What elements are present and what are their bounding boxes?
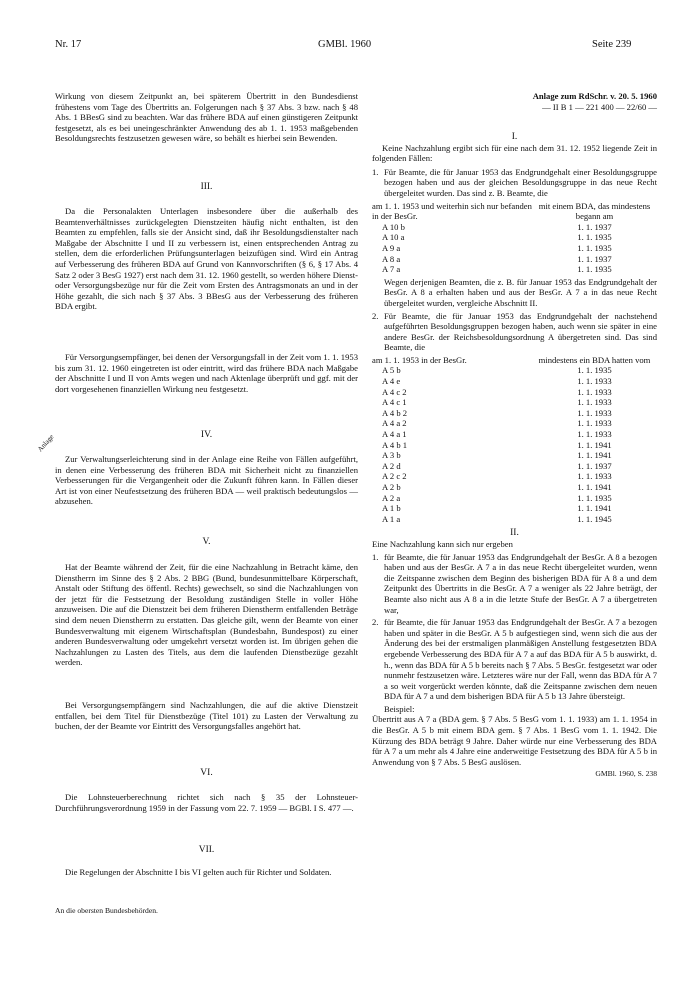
table-header-col1: am 1. 1. 1953 in der BesGr. (372, 354, 467, 365)
besgr-cell: A 4 a 1 (382, 429, 407, 440)
bda-date-cell: 1. 1. 1935 (577, 365, 612, 376)
besgr-cell: A 4 c 2 (382, 386, 407, 397)
bda-date-cell: 1. 1. 1935 (577, 492, 612, 503)
list-item-2 (372, 311, 657, 353)
list-number: 2. (372, 617, 379, 628)
besgr-cell: A 2 a (382, 492, 401, 503)
table-row (372, 222, 657, 233)
table-row (372, 461, 657, 472)
besgr-cell: A 10 a (382, 232, 405, 243)
list-number: 1. (372, 166, 379, 177)
besgr-cell: A 4 e (382, 376, 401, 387)
table-row (372, 387, 657, 398)
footer-addressee: An die obersten Bundesbehörden. (55, 906, 158, 915)
paragraph-continuation: Wirkung von diesem Zeitpunkt an, bei späterem Übertritt in den Bundesdienst frühestens vom Tage des Übertritts an. Folgerungen nach § 37 Abs. 3 bzw. nach § 48 Abs. 1 BBesG sind zu beachten. War das frühere BDA auf einen günstigeren Zeitpunkt festgesetzt, als es bei uneingeschränkter Anwendung des ab 1. 1. 1953 maßgebenden Besoldungsrechts festzusetzen gewesen wäre, so behält es hierbei sein Bewenden. (55, 91, 358, 144)
bda-date-cell: 1. 1. 1941 (577, 450, 612, 461)
besgr-cell: A 2 c 2 (382, 471, 407, 482)
besgr-cell: A 1 b (382, 503, 401, 514)
besgr-cell: A 4 b 2 (382, 407, 408, 418)
bda-date-cell: 1. 1. 1935 (577, 264, 612, 275)
besgr-cell: A 4 c 1 (382, 397, 407, 408)
bda-date-cell: 1. 1. 1937 (577, 253, 612, 264)
paragraph-dienstherrnwechsel: Hat der Beamte während der Zeit, für die eine Nachzahlung in Betracht käme, den Dienstherrn im Sinne des § 2 Abs. 2 BBG (Bund, bundesunmittelbare Körperschaft, Anstalt oder Stiftung des öffentl. Rechts) gewechselt, so sind die Nachzahlungen von der jetzt für die Festsetzung der Besoldung zuständigen Stelle in voller Höhe anzuweisen. Die auf die Dienstzeit bei dem früheren Dienstherrn entfallenden Beträge sind dem neuen Dienstherrn zu erstatten. Das gleiche gilt, wenn der Beamte von einer Bundesverwaltung mit eigenem Wirtschaftsplan (Bundesbahn, Bundespost) zu einer anderen Bundesverwaltung oder umgekehrt versetzt worden ist. Im übrigen gehen die Nachzahlungen zu Lasten des Titels, aus dem die laufenden Dienstbezüge gezahlt werden. (55, 562, 358, 668)
table-row (372, 243, 657, 254)
besgr-cell: A 4 a 2 (382, 418, 407, 429)
bda-date-cell: 1. 1. 1933 (577, 386, 612, 397)
list-number: 1. (372, 551, 379, 562)
paragraph-richter-soldaten: Die Regelungen der Abschnitte I bis VI gelten auch für Richter und Soldaten. (65, 867, 332, 877)
table-row (372, 232, 657, 243)
section-heading-ii: II. (510, 528, 519, 539)
table-header-col2: mindestens ein BDA hatten vom (538, 354, 651, 365)
bda-date-cell: 1. 1. 1933 (577, 471, 612, 482)
journal-title: GMBl. 1960 (318, 39, 372, 50)
bda-date-cell: 1. 1. 1937 (577, 221, 612, 232)
besgr-cell: A 2 b (382, 482, 401, 492)
table-row (372, 408, 657, 419)
besgr-cell: A 10 b (382, 221, 405, 232)
paragraph-lohnsteuer: Die Lohnsteuerberechnung richtet sich nach § 35 der Lohnsteuer-Durchführungsverordnung 1959 in der Fassung vom 22. 7. 1959 — BGBl. I S. 477 —. (55, 792, 358, 813)
table-besgr-1 (372, 201, 657, 275)
besgr-cell: A 4 b 1 (382, 439, 408, 450)
table-header-col1: am 1. 1. 1953 und weiterhin sich nur befanden in der BesGr. (372, 200, 532, 222)
besgr-cell: A 2 d (382, 460, 401, 471)
bda-date-cell: 1. 1. 1935 (577, 242, 612, 253)
besgr-cell: A 1 a (382, 513, 401, 524)
list-item-1 (372, 167, 657, 199)
table-row (372, 482, 657, 493)
paragraph-nachzahlungen: Bei Versorgungsempfängern sind Nachzahlungen, die auf die aktive Dienstzeit entfallen, bei dem Titel für Dienstbezüge (Titel 101) zu Lasten der Verwaltung zu buchen, der der Beamte vor Eintritt des Versorgungsfalles angehört hat. (55, 700, 358, 732)
table-row (372, 264, 657, 275)
section-heading-v: V. (202, 537, 211, 547)
besgr-cell: A 3 b (382, 450, 401, 461)
table-header-col2: mit einem BDA, das mindestens begann am (538, 200, 651, 222)
bda-date-cell: 1. 1. 1945 (577, 513, 612, 524)
table-row (372, 471, 657, 482)
besgr-cell: A 5 b (382, 365, 401, 376)
besgr-cell: A 7 a (382, 264, 401, 275)
list-text: für Beamte, die für Januar 1953 das Endgrundgehalt der BesGr. A 7 a bezogen haben und später in die BesGr. A 5 b aufgestiegen sind, wenn sich die aus der Änderung des bei der erstmaligen planmäßigen Anstellung festgesetzten BDA ergebende Verbesserung des BDA für A 7 a auf das BDA für A 5 b auswirkt, d. h., wenn das BDA für A 5 b bereits nach § 7 Abs. 5 BesGr. festgesetzt war oder nunmehr festzusetzen wäre. Letzteres wäre nur der Fall, wenn das BDA für A 7 a so weit vorgerückt werden könnte, daß die Zeitspanne zwischen dem neuen BDA für A 7 a und dem bisherigen BDA für A 5 b 13 Jahre übersteigt. (384, 617, 657, 702)
bda-date-cell: 1. 1. 1941 (577, 503, 612, 514)
intro-paragraph: Keine Nachzahlung ergibt sich für eine nach dem 31. 12. 1952 liegende Zeit in folgenden Fällen: (372, 142, 657, 164)
section-heading-i: I. (511, 132, 518, 142)
table-row (372, 440, 657, 451)
besgr-cell: A 9 a (382, 242, 401, 253)
bda-date-cell: 1. 1. 1933 (577, 418, 612, 429)
left-column (55, 91, 358, 144)
table-row (372, 450, 657, 461)
table-row (372, 376, 657, 387)
list-item-ii-1 (372, 552, 657, 616)
list-number: 2. (372, 310, 379, 321)
anlage-file-number: — II B 1 — 221 400 — 22/60 — (542, 101, 657, 112)
section-heading-vi: VI. (200, 768, 213, 778)
beispiel-text: Übertritt aus A 7 a (BDA gem. § 7 Abs. 5 BesG vom 1. 1. 1933) am 1. 1. 1954 in die BesGr. A 5 b mit einem BDA gem. § 7 Abs. 1 BesG vom 1. 1. 1942. Die Kürzung des BDA beträgt 9 Jahre. Daher würde nur eine Verbesserung des BDA für A 7 a um mehr als 4 Jahre eine anderweitige Festsetzung des BDA für A 5 b in Anwendung von § 7 Abs. 5 BesG auslösen. (372, 714, 657, 767)
source-reference: GMBl. 1960, S. 238 (595, 769, 657, 779)
table-row (372, 418, 657, 429)
besgr-cell: A 8 a (382, 253, 401, 264)
bda-date-cell: 1. 1. 1941 (577, 482, 612, 492)
section-heading-vii: VII. (198, 845, 215, 855)
table-row (372, 429, 657, 440)
paragraph-verwaltungserleichterung: Zur Verwaltungserleichterung sind in der Anlage eine Reihe von Fällen aufgeführt, in denen eine Verbesserung des früheren BDA mit Sicherheit nicht zu finanziellen Verbesserungen für die Vergangenheit oder die Zukunft führen kann. In Fällen dieser Art ist von einer Neufestsetzung des früheren BDA — weil praktisch bedeutungslos — abzusehen. (55, 454, 358, 507)
list-text: Für Beamte, die für Januar 1953 das Endgrundgehalt einer Besoldungsgruppe bezogen haben und aus der gleichen Besoldungsgruppe in das neue Recht übergeleitet wurden. Das sind z. B. Beamte, die (384, 166, 657, 198)
list-text: Für Beamte, die für Januar 1953 das Endgrundgehalt der nachstehend aufgeführten Besoldungsgruppen bezogen haben, auch wenn sie später in eine andere BesGr. der Reichsbesoldungsordnung A übergetreten sind. Das sind Beamte, die (384, 310, 657, 353)
table-row (372, 493, 657, 504)
section-heading-iii: III. (200, 182, 213, 192)
section-heading-iv: IV. (200, 430, 213, 440)
intro-paragraph-ii: Eine Nachzahlung kann sich nur ergeben (372, 538, 513, 549)
bda-date-cell: 1. 1. 1933 (577, 407, 612, 418)
table-row (372, 397, 657, 408)
list-item-1-note: Wegen derjenigen Beamten, die z. B. für Januar 1953 das Endgrundgehalt der BesGr. A 8 a erhalten haben und aus der BesGr. A 7 a in das neue Recht übergeleitet wurden, vergleiche Abschnitt II. (384, 276, 657, 308)
page-number-right: Seite 239 (592, 39, 632, 50)
table-row (372, 365, 657, 376)
bda-date-cell: 1. 1. 1933 (577, 376, 612, 387)
beispiel-label: Beispiel: (384, 703, 415, 714)
paragraph-versorgungsempfaenger: Für Versorgungsempfänger, bei denen der Versorgungsfall in der Zeit vom 1. 1. 1953 bis zum 31. 12. 1960 eingetreten ist oder eintritt, wird das frühere BDA nach Maßgabe der Abschnitte I und II von Amts wegen und nach Aktenlage überprüft und ggf. mit der dort vorgesehenen finanziellen Wirkung neu festgesetzt. (55, 352, 358, 394)
anlage-stamp: Anlage (36, 432, 56, 454)
page-number-left: Nr. 17 (55, 39, 82, 50)
table-row (372, 514, 657, 525)
bda-date-cell: 1. 1. 1941 (577, 439, 612, 450)
paragraph-personalakten: Da die Personalakten Unterlagen insbesondere über die außerhalb des Beamtenverhältnisses zurückgelegten Dienstzeiten häufig nicht enthalten, ist den Beamten zu empfehlen, falls sie der Ansicht sind, daß ihr Besoldungsdienstalter nach Maßgabe der Abschnitte I und II zu verbessern ist, einen entsprechenden Antrag zu stellen, dem die erforderlichen Prüfungsunterlagen beizufügen sind. Wird ein Antrag auf Verbesserung des früheren BDA auf Grund von Kannvorschriften (§ 6, § 17 Abs. 4 Satz 2 oder 3 BesG 1927) erst nach dem 31. 12. 1960 gestellt, so werden höhere Dienst- oder Versorgungsbezüge nur für die Zeit vom Ersten des Antragsmonats an und in der Höhe gezahlt, die sich nach § 37 Abs. 3 BBesG aus der Verbesserung des früheren BDA ergibt. (55, 206, 358, 312)
bda-date-cell: 1. 1. 1933 (577, 397, 612, 408)
bda-date-cell: 1. 1. 1937 (577, 460, 612, 471)
table-row (372, 503, 657, 514)
list-item-ii-2 (372, 617, 657, 702)
bda-date-cell: 1. 1. 1933 (577, 429, 612, 440)
anlage-reference: Anlage zum RdSchr. v. 20. 5. 1960 (532, 91, 657, 101)
list-text: für Beamte, die für Januar 1953 das Endgrundgehalt der BesGr. A 8 a bezogen haben und aus der BesGr. A 7 a in das neue Recht übergeleitet wurden, wenn die Zeitspanne zwischen dem Beginn des bisherigen BDA für A 8 a und dem Zeitpunkt des Übertritts in die BesGr. A 7 a weniger als 22 Jahre beträgt, der Beamte also nicht aus A 8 a in die letzte Stufe der BesGr. A 7 a übergetreten war, (384, 551, 657, 615)
table-besgr-2 (372, 355, 657, 525)
bda-date-cell: 1. 1. 1935 (577, 232, 612, 243)
table-row (372, 254, 657, 265)
